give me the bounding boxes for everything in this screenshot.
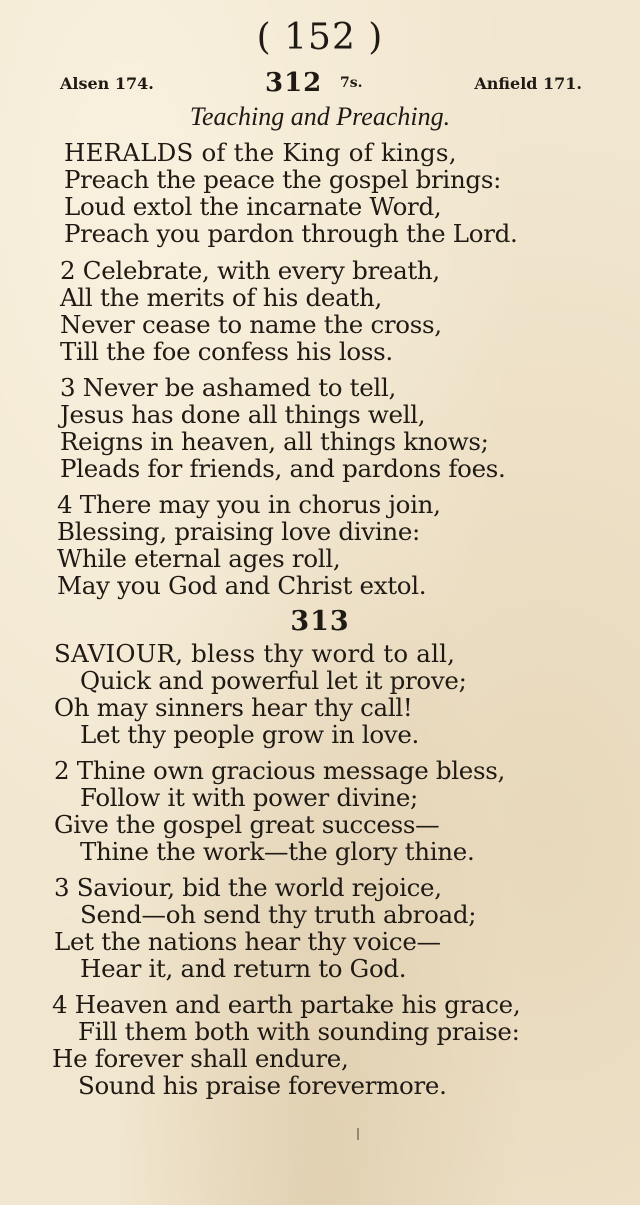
paper-speck xyxy=(357,1128,359,1140)
verse-line: Fill them both with sounding praise: xyxy=(78,1017,520,1046)
verse-line: Jesus has done all things well, xyxy=(60,400,426,429)
verse-line: Sound his praise forevermore. xyxy=(78,1071,447,1100)
hymn-313-stanza-2 xyxy=(54,757,505,865)
hymn-subject: Teaching and Preaching. xyxy=(189,102,451,131)
verse-line: 2 Thine own gracious message bless, xyxy=(54,756,506,785)
verse-line: Follow it with power divine; xyxy=(80,783,419,812)
page-number: ( 152 ) xyxy=(256,17,384,58)
verse-line: Give the gospel great success— xyxy=(54,810,440,839)
verse-line: Never cease to name the cross, xyxy=(60,310,442,339)
verse-line: Let thy people grow in love. xyxy=(80,720,420,749)
verse-line: SAVIOUR, bless thy word to all, xyxy=(54,639,456,668)
verse-line: 2 Celebrate, with every breath, xyxy=(60,256,440,285)
verse-line: 3 Never be ashamed to tell, xyxy=(60,373,396,402)
verse-line: Let the nations hear thy voice— xyxy=(54,927,441,956)
verse-line: 4 Heaven and earth partake his grace, xyxy=(52,990,521,1019)
hymn-312-stanza-2 xyxy=(60,257,442,365)
verse-line: Preach you pardon through the Lord. xyxy=(64,219,518,248)
verse-line: Thine the work—the glory thine. xyxy=(80,837,475,866)
tune-name-right: Anfield 171. xyxy=(474,74,582,93)
verse-line: Reigns in heaven, all things knows; xyxy=(60,427,489,456)
verse-line: Hear it, and return to God. xyxy=(80,954,407,983)
hymn-313-stanza-1 xyxy=(54,640,467,748)
hymn-313-stanza-3 xyxy=(54,874,476,982)
verse-line: Loud extol the incarnate Word, xyxy=(64,192,442,221)
verse-line: All the merits of his death, xyxy=(60,283,382,312)
hymn-number-312: 312 xyxy=(265,68,323,98)
verse-line: Oh may sinners hear thy call! xyxy=(54,693,413,722)
hymn-meter: 7s. xyxy=(340,75,363,91)
verse-line: 4 There may you in chorus join, xyxy=(57,490,441,519)
hymn-number-313: 313 xyxy=(290,606,350,637)
verse-line: While eternal ages roll, xyxy=(57,544,341,573)
tune-name-left: Alsen 174. xyxy=(60,74,154,93)
verse-line: Send—oh send thy truth abroad; xyxy=(80,900,477,929)
hymn-312-header xyxy=(60,68,582,100)
verse-line: 3 Saviour, bid the world rejoice, xyxy=(54,873,442,902)
hymn-312-stanza-1 xyxy=(64,139,517,247)
verse-line: Pleads for friends, and pardons foes. xyxy=(60,454,506,483)
hymn-313-stanza-4 xyxy=(52,991,520,1099)
verse-line: Till the foe confess his loss. xyxy=(60,337,393,366)
verse-line: Preach the peace the gospel brings: xyxy=(64,165,502,194)
hymn-312-stanza-3 xyxy=(60,374,506,482)
hymn-312-stanza-4 xyxy=(57,491,441,599)
verse-line: Quick and powerful let it prove; xyxy=(80,666,467,695)
verse-line: He forever shall endure, xyxy=(52,1044,349,1073)
verse-line: HERALDS of the King of kings, xyxy=(64,138,457,167)
verse-line: May you God and Christ extol. xyxy=(57,571,427,600)
verse-line: Blessing, praising love divine: xyxy=(57,517,420,546)
